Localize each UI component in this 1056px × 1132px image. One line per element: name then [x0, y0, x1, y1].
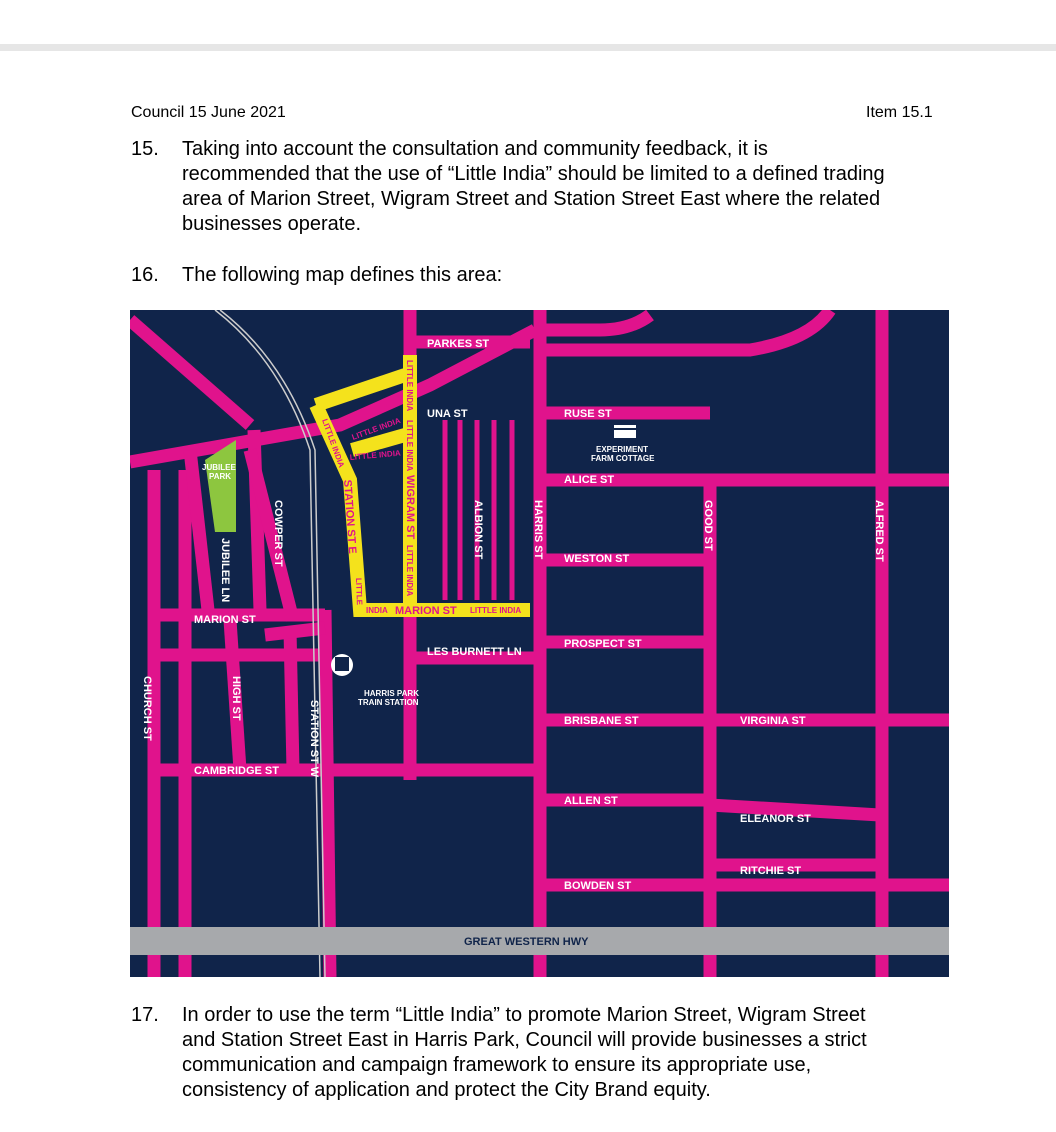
farm-label: EXPERIMENT — [596, 445, 649, 454]
paragraph-line: and Station Street East in Harris Park, Council will provide businesses a strict — [182, 1029, 867, 1051]
street-label-ritchie: RITCHIE ST — [740, 865, 802, 877]
paragraph-number: 17. — [131, 1004, 159, 1026]
wigram-label: WIGRAM ST — [404, 475, 416, 540]
park-label: JUBILEE — [202, 463, 236, 472]
paragraph-number: 15. — [131, 138, 159, 160]
street-label-una: UNA ST — [427, 408, 468, 420]
street-label-church: CHURCH ST — [141, 676, 153, 741]
paragraph-line: consistency of application and protect the City Brand equity. — [182, 1079, 711, 1101]
street-label-jubilee-ln: JUBILEE LN — [219, 538, 231, 603]
little-india-label: LITTLE INDIA — [405, 360, 414, 412]
street-label-cambridge: CAMBRIDGE ST — [194, 765, 279, 777]
paragraph-line: area of Marion Street, Wigram Street and Station Street East where the related — [182, 188, 881, 210]
street-label-ruse: RUSE ST — [564, 408, 612, 420]
cut-off-next-line — [130, 1124, 930, 1132]
cottage-icon — [614, 425, 636, 438]
street-label-bowden: BOWDEN ST — [564, 880, 632, 892]
paragraph-line: In order to use the term “Little India” to promote Marion Street, Wigram Street — [182, 1004, 866, 1026]
street-label-allen: ALLEN ST — [564, 795, 618, 807]
paragraph-line: communication and campaign framework to ensure its appropriate use, — [182, 1054, 812, 1076]
paragraph-line: The following map defines this area: — [182, 264, 503, 286]
item-number: Item 15.1 — [866, 104, 933, 121]
street-label-parkes: PARKES ST — [427, 338, 490, 350]
street-line — [265, 628, 325, 635]
little-india-label: LITTLE INDIA — [320, 417, 347, 469]
street-label-alfred: ALFRED ST — [873, 500, 885, 562]
street-label-albion: ALBION ST — [472, 500, 484, 560]
street-label-cowper: COWPER ST — [272, 500, 284, 567]
street-line — [535, 315, 650, 330]
meeting-date: Council 15 June 2021 — [131, 104, 286, 121]
little-india-label: LITTLE INDIA — [350, 415, 402, 442]
india-label: INDIA — [366, 606, 388, 615]
street-label-marion: MARION ST — [194, 614, 256, 626]
street-label-high: HIGH ST — [230, 676, 242, 721]
street-label-prospect: PROSPECT ST — [564, 638, 642, 650]
paragraph-number: 16. — [131, 264, 159, 286]
street-line — [130, 320, 250, 425]
street-line — [190, 450, 208, 610]
little-india-label: LITTLE INDIA — [349, 448, 402, 462]
paragraph-line: recommended that the use of “Little India” should be limited to a defined trading — [182, 163, 885, 185]
top-divider — [0, 44, 1056, 51]
paragraph-line: Taking into account the consultation and community feedback, it is — [182, 138, 768, 160]
station-label: HARRIS PARK — [364, 689, 419, 698]
little-india-label: LITTLE INDIA — [470, 606, 522, 615]
street-label-weston: WESTON ST — [564, 553, 630, 565]
street-label-great-western: GREAT WESTERN HWY — [464, 936, 589, 948]
street-label-brisbane: BRISBANE ST — [564, 715, 639, 727]
little-label: LITTLE — [354, 577, 364, 606]
little-india-map — [130, 310, 949, 977]
street-label-eleanor: ELEANOR ST — [740, 813, 811, 825]
little-india-label: LITTLE INDIA — [405, 420, 414, 472]
train-icon — [331, 654, 353, 676]
little-india-label: LITTLE INDIA — [405, 545, 414, 597]
park-label: PARK — [209, 472, 232, 481]
station-e-label: STATION ST E — [341, 479, 359, 555]
station-label: TRAIN STATION — [358, 698, 419, 707]
street-label-les-burnett: LES BURNETT LN — [427, 646, 522, 658]
paragraph-line: businesses operate. — [182, 213, 362, 235]
farm-label: FARM COTTAGE — [591, 454, 655, 463]
street-label-alice: ALICE ST — [564, 474, 615, 486]
street-label-good: GOOD ST — [702, 500, 714, 551]
street-line — [325, 610, 330, 977]
street-label-virginia: VIRGINIA ST — [740, 715, 806, 727]
marion-li-label: MARION ST — [395, 605, 457, 617]
street-label-station-w: STATION ST W — [308, 700, 320, 778]
street-label-harris: HARRIS ST — [532, 500, 544, 560]
